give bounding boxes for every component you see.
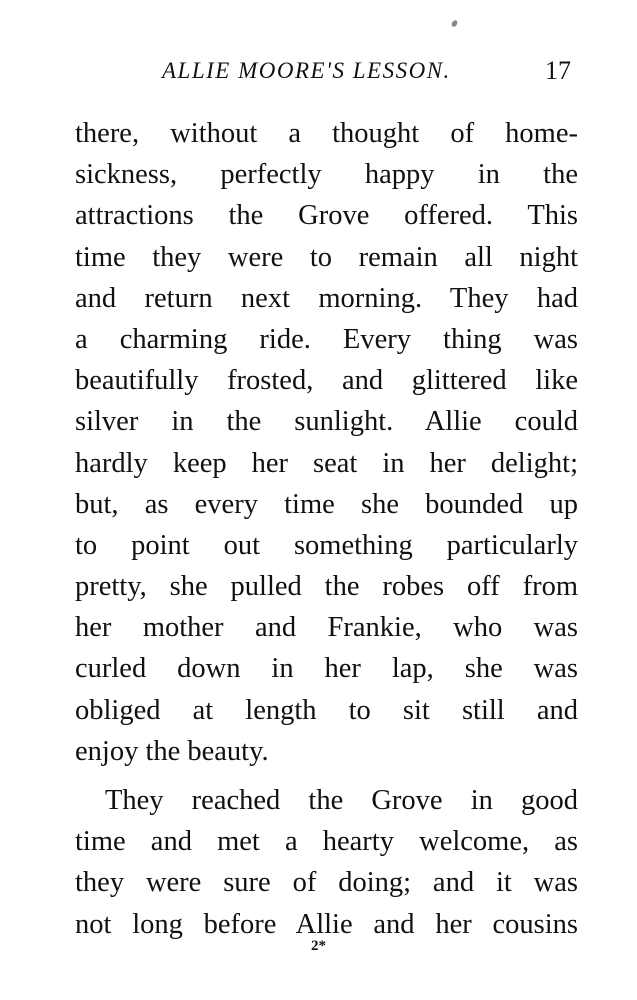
text-line: her mother and Frankie, who was: [75, 612, 578, 644]
text-line: silver in the sunlight. Allie could: [75, 406, 578, 438]
text-line: sickness, perfectly happy in the: [75, 159, 578, 191]
text-line: beautifully frosted, and glittered like: [75, 365, 578, 397]
text-line: they were sure of doing; and it was: [75, 867, 578, 899]
text-line: but, as every time she bounded up: [75, 488, 578, 520]
text-line: there, without a thought of home-: [75, 118, 578, 149]
text-line: They reached the Grove in good: [105, 785, 578, 816]
text-line: obliged at length to sit still and: [75, 694, 578, 726]
paragraph-gap: [75, 772, 578, 780]
text-line: time and met a hearty welcome, as: [75, 826, 578, 858]
text-line: attractions the Grove offered. This: [75, 200, 578, 232]
text-line: and return next morning. They had: [75, 282, 578, 314]
text-line: not long before Allie and her cousins: [75, 908, 578, 940]
text-line: time they were to remain all night: [75, 241, 578, 273]
text-line: pretty, she pulled the robes off from: [75, 571, 578, 603]
text-line: to point out something particularly: [75, 529, 578, 561]
running-title: ALLIE MOORE'S LESSON.: [162, 58, 451, 83]
text-line: enjoy the beauty.: [75, 735, 269, 767]
signature-mark: 2*: [311, 938, 326, 954]
page-number: 17: [545, 56, 571, 85]
text-line: curled down in her lap, she was: [75, 653, 578, 685]
text-line: hardly keep her seat in her delight;: [75, 447, 578, 479]
text-line: a charming ride. Every thing was: [75, 323, 578, 355]
body-text: [75, 113, 578, 945]
page-header: [0, 56, 637, 96]
ink-speck: [451, 19, 459, 28]
